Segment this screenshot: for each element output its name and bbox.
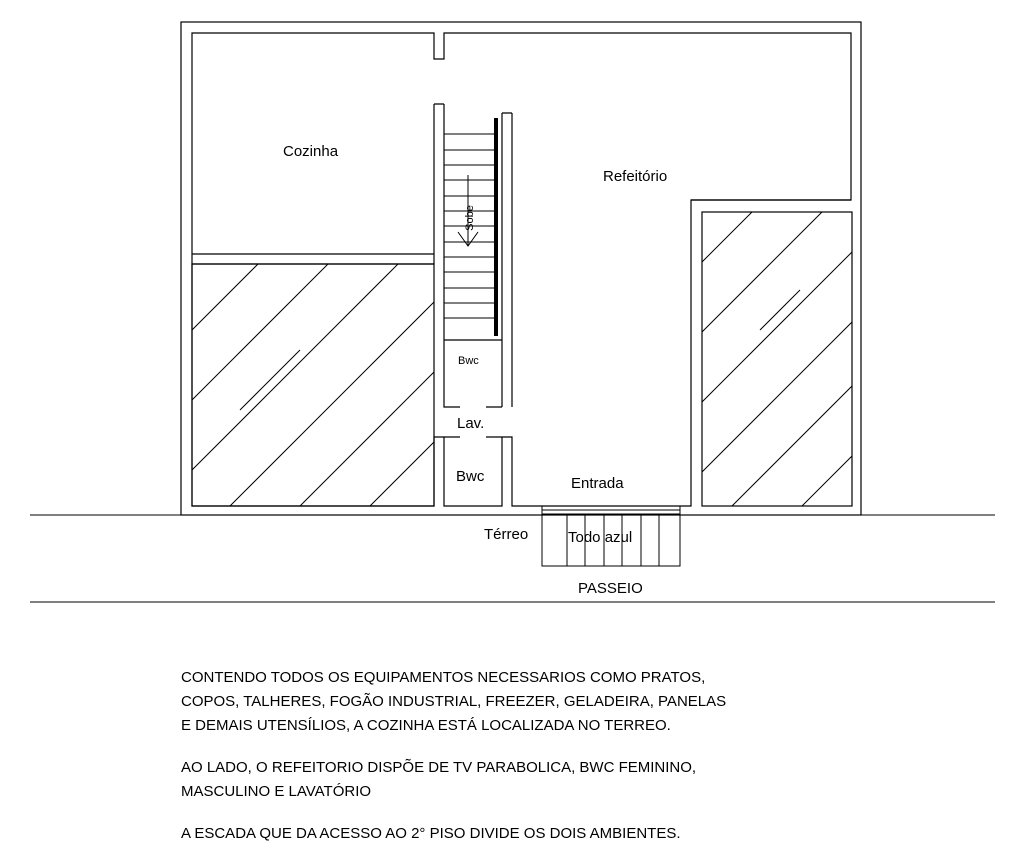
lavatorio-label: Lav. xyxy=(457,415,485,432)
inner-wall xyxy=(192,33,851,506)
passeio-label: PASSEIO xyxy=(578,580,643,597)
note-line: AO LADO, O REFEITORIO DISPÕE DE TV PARABOLICA, BWC FEMININO, xyxy=(181,759,697,776)
terreo-label: Térreo xyxy=(484,526,529,543)
refeitorio-label: Refeitório xyxy=(603,168,668,185)
stair-label: Sobe xyxy=(464,205,476,231)
description-notes xyxy=(181,666,901,846)
cozinha-label: Cozinha xyxy=(283,143,339,160)
stair-wall xyxy=(434,104,444,340)
note-line: E DEMAIS UTENSÍLIOS, A COZINHA ESTÁ LOCALIZADA NO TERREO. xyxy=(181,717,671,734)
bwc-label: Bwc xyxy=(456,468,485,485)
note-line: MASCULINO E LAVATÓRIO xyxy=(181,783,372,800)
bwc-upper xyxy=(444,340,502,407)
hatch-left xyxy=(192,264,434,506)
outer-wall xyxy=(181,22,861,515)
note-line: CONTENDO TODOS OS EQUIPAMENTOS NECESSARIOS COMO PRATOS, xyxy=(181,669,706,686)
kitchen-wall xyxy=(192,254,434,264)
note-line: A ESCADA QUE DA ACESSO AO 2° PISO DIVIDE OS DOIS AMBIENTES. xyxy=(181,825,681,842)
stair-right-wall xyxy=(502,113,512,407)
blocked-area-right xyxy=(702,212,852,506)
steps-label: Todo azul xyxy=(568,529,633,546)
entrada-label: Entrada xyxy=(571,475,624,492)
hatch-right xyxy=(702,212,852,506)
bwc-small-label: Bwc xyxy=(458,355,479,367)
note-line: COPOS, TALHERES, FOGÃO INDUSTRIAL, FREEZER, GELADEIRA, PANELAS xyxy=(181,693,727,710)
blocked-area-left xyxy=(192,264,434,506)
